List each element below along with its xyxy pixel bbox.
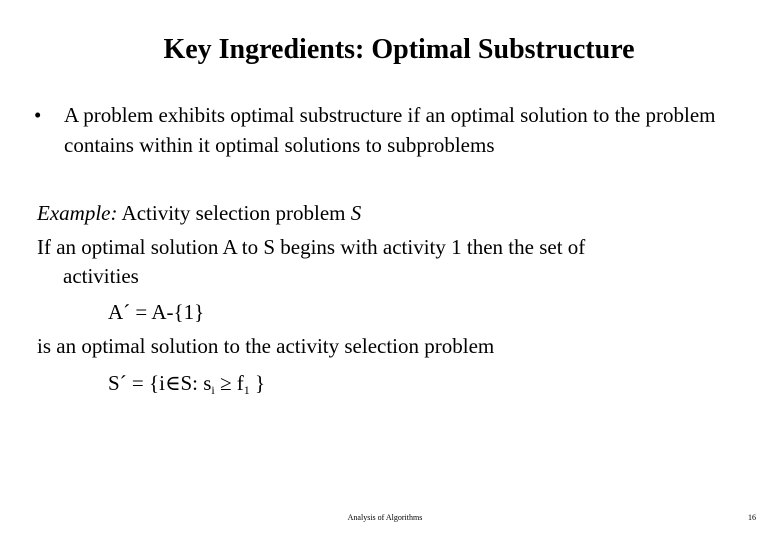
bullet-list: [34, 100, 754, 160]
is-optimal-line: is an optimal solution to the activity selection problem: [37, 334, 495, 358]
example-label: Example:: [37, 201, 118, 225]
example-set: S: [350, 201, 362, 225]
sprime-prefix: S´ = {i: [108, 371, 165, 395]
example-line: [37, 198, 361, 228]
element-of-symbol: ∈: [164, 371, 181, 395]
slide-title: Key Ingredients: Optimal Substructure: [163, 34, 635, 65]
sprime-middle: S: s: [180, 371, 212, 395]
bullet-text: A problem exhibits optimal substructure if an optimal solution to the problem contains within it optimal solutions to subproblems: [64, 103, 716, 157]
bullet-dot-icon: •: [34, 103, 42, 127]
sub-1: 1: [243, 383, 250, 397]
sprime-line: [108, 368, 265, 398]
example-text: Activity selection problem: [117, 201, 351, 225]
page-number: 16: [748, 513, 756, 522]
if-line: If an optimal solution A to S begins with activity 1 then the set of: [37, 235, 586, 259]
sprime-suffix: }: [249, 371, 266, 395]
sprime-geq: ≥ f: [214, 371, 244, 395]
footer-text: Analysis of Algorithms: [347, 513, 423, 522]
activities-line: activities: [63, 264, 139, 288]
sub-i: i: [211, 383, 215, 397]
bullet-item: [34, 100, 754, 160]
aprime-line: A´ = A-{1}: [108, 300, 205, 324]
